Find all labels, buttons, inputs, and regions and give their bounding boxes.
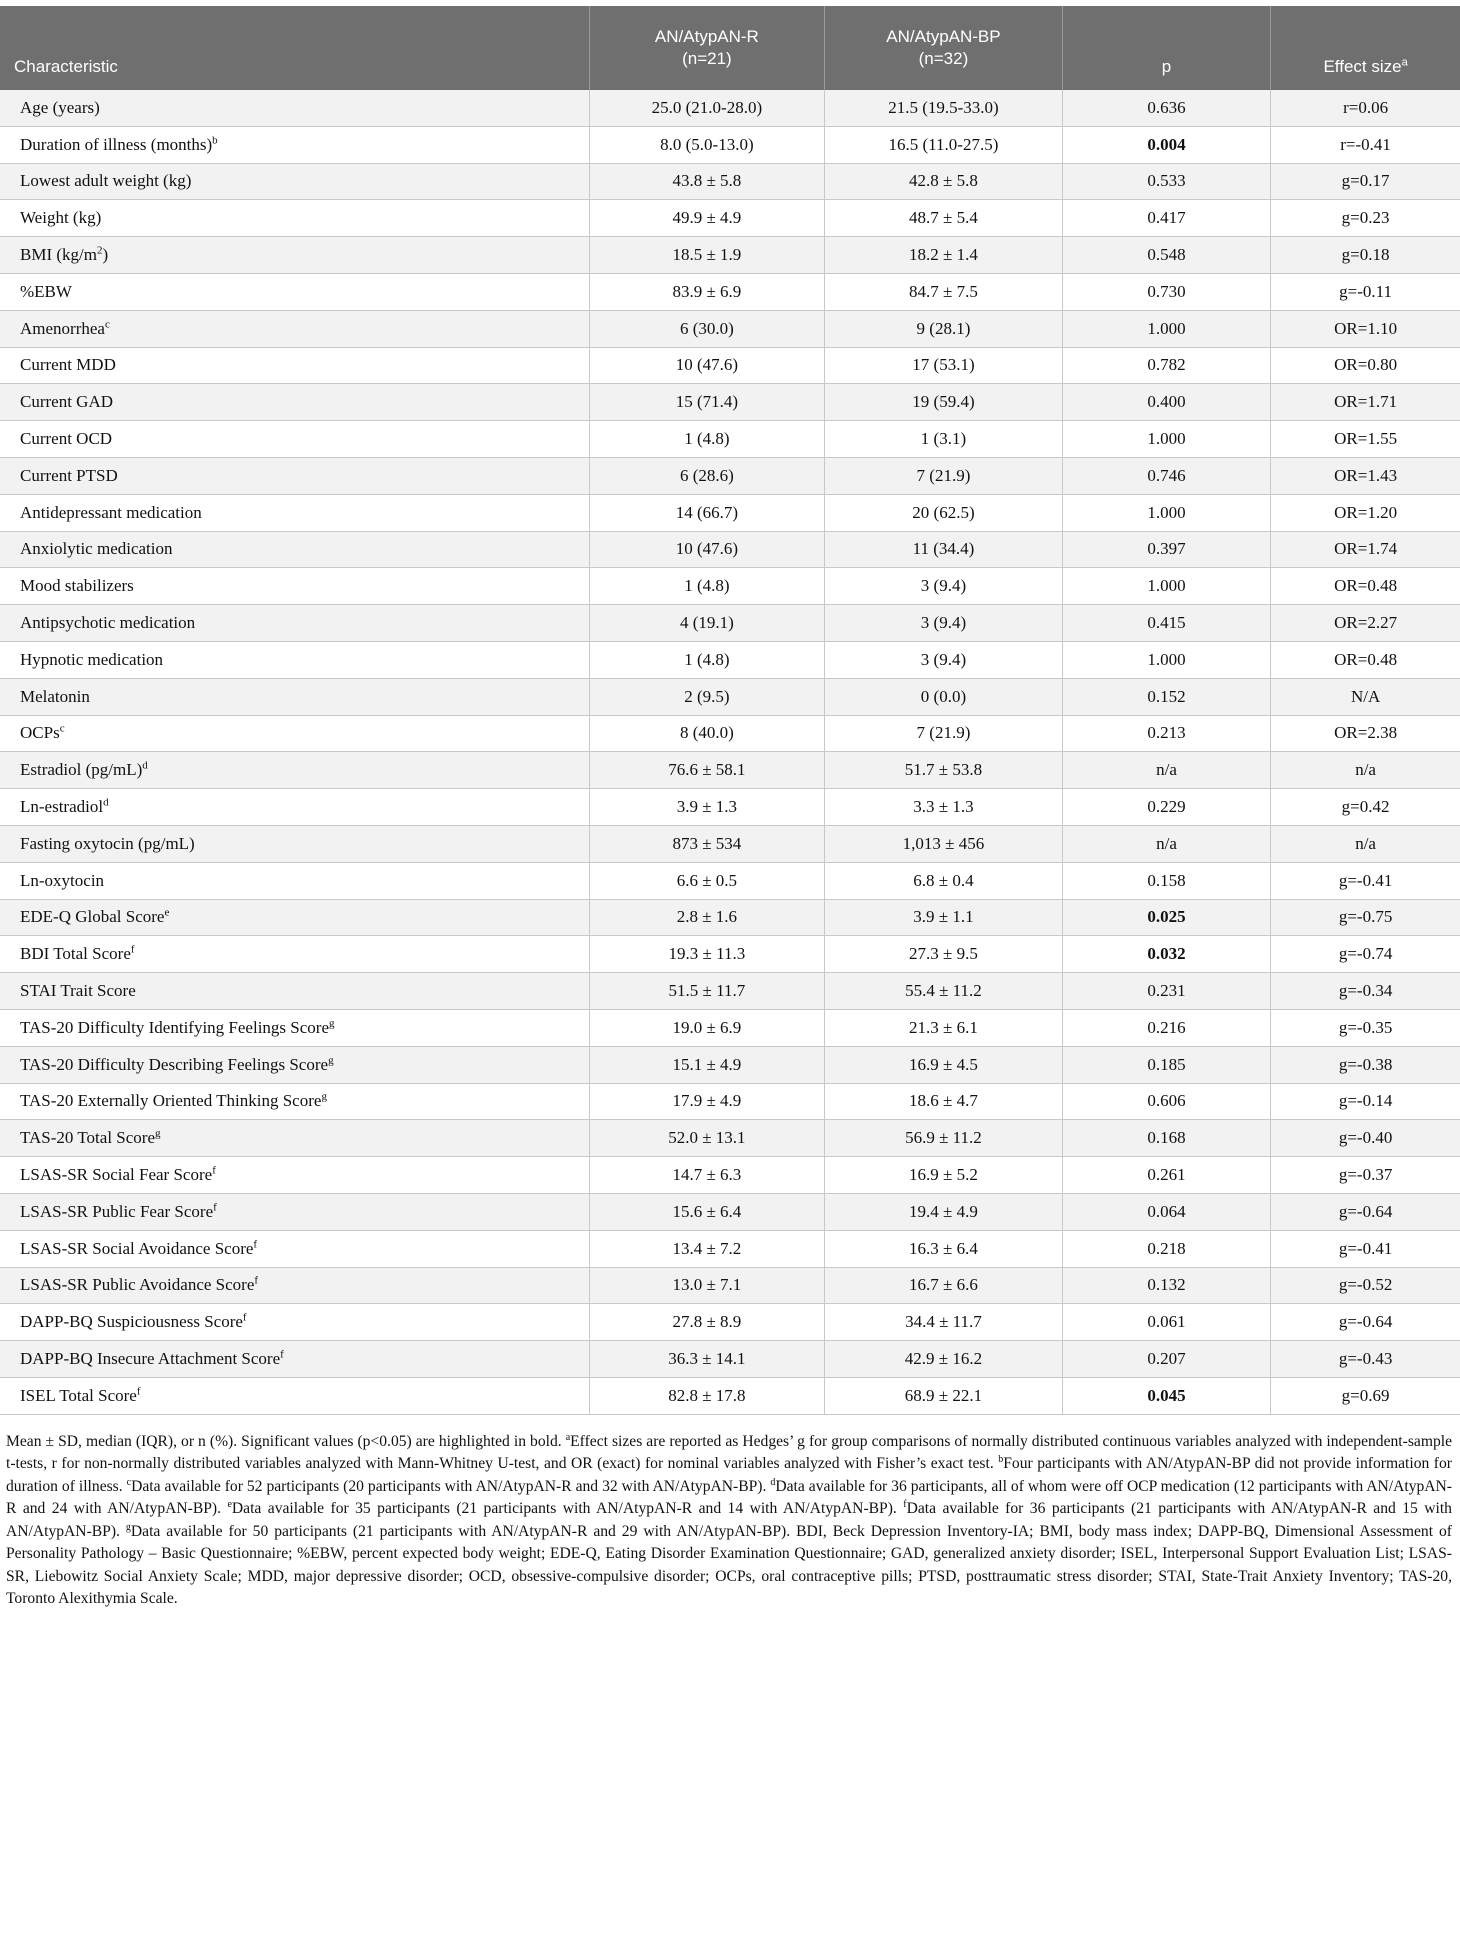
row-group2-value: 18.6 ± 4.7 [825,1083,1063,1120]
table-row [0,825,1460,862]
row-group2-value: 7 (21.9) [825,715,1063,752]
row-group1-value: 83.9 ± 6.9 [589,273,824,310]
header-group2-name: AN/AtypAN-BP [886,27,1001,46]
table-row [0,1046,1460,1083]
row-group2-value: 56.9 ± 11.2 [825,1120,1063,1157]
row-effect-size: r=-0.41 [1271,126,1460,163]
row-effect-size: g=-0.74 [1271,936,1460,973]
row-group2-value: 51.7 ± 53.8 [825,752,1063,789]
row-effect-size: g=-0.41 [1271,1230,1460,1267]
row-effect-size: N/A [1271,678,1460,715]
row-effect-size: g=0.18 [1271,237,1460,274]
row-characteristic: Anxiolytic medication [0,531,589,568]
row-p-value: 0.218 [1062,1230,1270,1267]
table-row [0,163,1460,200]
row-group2-value: 6.8 ± 0.4 [825,862,1063,899]
row-characteristic: ISEL Total Score$^f$ [0,1377,589,1414]
row-p-value: 0.261 [1062,1157,1270,1194]
row-group2-value: 16.5 (11.0-27.5) [825,126,1063,163]
row-effect-size: g=-0.35 [1271,1009,1460,1046]
footnote-text: Effect sizes are reported as Hedges’ g for group comparisons of normally distributed continuous variables analyzed with independent-sample t-tests, r for non-normally distributed variables analyzed with Mann-Whitney U-test, and OR (exact) for nominal variables analyzed with Fisher’s exact test. [6,1432,1453,1473]
row-effect-size: g=-0.37 [1271,1157,1460,1194]
row-p-value: 0.231 [1062,973,1270,1010]
footnote-text: Data available for 36 participants, all of whom were off OCP medication (12 participants with AN/AtypAN-R and 24 with AN/AtypAN-BP). [6,1477,1452,1518]
table-row [0,752,1460,789]
row-group2-value: 55.4 ± 11.2 [825,973,1063,1010]
header-group1-name: AN/AtypAN-R [654,27,759,46]
row-p-value: 0.064 [1062,1193,1270,1230]
row-effect-size: g=-0.38 [1271,1046,1460,1083]
row-characteristic: Current MDD [0,347,589,384]
footnote-text: Mean ± SD, median (IQR), or n (%). Significant values (p<0.05) are highlighted in bold. [6,1432,566,1450]
row-effect-size: OR=0.80 [1271,347,1460,384]
row-characteristic: Duration of illness (months)$^b$ [0,126,589,163]
row-p-value: 0.132 [1062,1267,1270,1304]
row-group2-value: 7 (21.9) [825,457,1063,494]
row-p-value: 0.025 [1062,899,1270,936]
table-row [0,273,1460,310]
row-characteristic: Lowest adult weight (kg) [0,163,589,200]
row-characteristic: Mood stabilizers [0,568,589,605]
row-effect-size: OR=1.55 [1271,421,1460,458]
row-group2-value: 42.8 ± 5.8 [825,163,1063,200]
row-characteristic: Melatonin [0,678,589,715]
row-group2-value: 21.3 ± 6.1 [825,1009,1063,1046]
row-characteristic: %EBW [0,273,589,310]
row-p-value: 1.000 [1062,421,1270,458]
row-group1-value: 27.8 ± 8.9 [589,1304,824,1341]
row-group1-value: 36.3 ± 14.1 [589,1341,824,1378]
row-effect-size: g=0.23 [1271,200,1460,237]
footnote-marker: g [125,1521,131,1533]
row-p-value: 0.548 [1062,237,1270,274]
table-row [0,936,1460,973]
row-group1-value: 10 (47.6) [589,531,824,568]
row-group2-value: 34.4 ± 11.7 [825,1304,1063,1341]
row-group1-value: 14.7 ± 6.3 [589,1157,824,1194]
row-p-value: 0.415 [1062,605,1270,642]
footnote-text: Data available for 36 participants (21 participants with AN/AtypAN-R and 15 with AN/AtypAN-BP). [6,1500,1452,1540]
table-row [0,237,1460,274]
row-group2-value: 27.3 ± 9.5 [825,936,1063,973]
table-row [0,1193,1460,1230]
row-effect-size: g=-0.40 [1271,1120,1460,1157]
row-p-value: 0.185 [1062,1046,1270,1083]
row-p-value: 0.400 [1062,384,1270,421]
table-row [0,715,1460,752]
row-group1-value: 25.0 (21.0-28.0) [589,90,824,126]
table-row [0,457,1460,494]
row-characteristic: LSAS-SR Social Avoidance Score$^f$ [0,1230,589,1267]
row-p-value: 0.606 [1062,1083,1270,1120]
row-group1-value: 13.0 ± 7.1 [589,1267,824,1304]
row-group1-value: 6 (30.0) [589,310,824,347]
row-characteristic: STAI Trait Score [0,973,589,1010]
row-group2-value: 84.7 ± 7.5 [825,273,1063,310]
row-group1-value: 8 (40.0) [589,715,824,752]
row-p-value: 0.782 [1062,347,1270,384]
row-characteristic: Age (years) [0,90,589,126]
row-group1-value: 17.9 ± 4.9 [589,1083,824,1120]
row-characteristic: TAS-20 Total Score$^g$ [0,1120,589,1157]
footnote-marker: c [126,1476,132,1488]
row-effect-size: OR=1.10 [1271,310,1460,347]
row-group2-value: 1 (3.1) [825,421,1063,458]
table-row [0,494,1460,531]
row-characteristic: LSAS-SR Social Fear Score$^f$ [0,1157,589,1194]
row-group1-value: 19.3 ± 11.3 [589,936,824,973]
row-p-value: 1.000 [1062,641,1270,678]
row-group2-value: 68.9 ± 22.1 [825,1377,1063,1414]
row-group2-value: 3.9 ± 1.1 [825,899,1063,936]
table-row [0,789,1460,826]
row-group1-value: 6 (28.6) [589,457,824,494]
row-group2-value: 16.7 ± 6.6 [825,1267,1063,1304]
table-row [0,531,1460,568]
row-p-value: 0.397 [1062,531,1270,568]
row-effect-size: g=0.69 [1271,1377,1460,1414]
row-characteristic: Hypnotic medication [0,641,589,678]
row-group2-value: 9 (28.1) [825,310,1063,347]
table-row [0,641,1460,678]
row-group1-value: 13.4 ± 7.2 [589,1230,824,1267]
row-characteristic: Weight (kg) [0,200,589,237]
row-group2-value: 16.3 ± 6.4 [825,1230,1063,1267]
row-characteristic: TAS-20 Difficulty Identifying Feelings Score$^g$ [0,1009,589,1046]
table-row [0,90,1460,126]
row-p-value: 0.533 [1062,163,1270,200]
footnote-text: Four participants with AN/AtypAN-BP did not provide information for duration of illness. [6,1455,1452,1495]
row-group1-value: 76.6 ± 58.1 [589,752,824,789]
row-effect-size: OR=2.38 [1271,715,1460,752]
row-group1-value: 4 (19.1) [589,605,824,642]
footnote-marker: f [903,1499,907,1510]
header-group1-n: (n=21) [682,49,732,68]
row-group2-value: 1,013 ± 456 [825,825,1063,862]
row-group2-value: 3 (9.4) [825,605,1063,642]
table-row [0,678,1460,715]
row-p-value: 0.032 [1062,936,1270,973]
row-group2-value: 3.3 ± 1.3 [825,789,1063,826]
table-row [0,973,1460,1010]
table-row [0,347,1460,384]
row-effect-size: n/a [1271,752,1460,789]
row-group1-value: 43.8 ± 5.8 [589,163,824,200]
header-group2 [825,6,1063,90]
row-p-value: 0.152 [1062,678,1270,715]
row-effect-size: OR=1.71 [1271,384,1460,421]
footnote-text: Data available for 35 participants (21 participants with AN/AtypAN-R and 14 with AN/AtypAN-BP). [231,1500,904,1518]
row-characteristic: LSAS-SR Public Fear Score$^f$ [0,1193,589,1230]
row-group2-value: 19 (59.4) [825,384,1063,421]
row-group2-value: 42.9 ± 16.2 [825,1341,1063,1378]
table-body [0,90,1460,1414]
table-row [0,1304,1460,1341]
row-effect-size: g=-0.75 [1271,899,1460,936]
row-characteristic: TAS-20 Difficulty Describing Feelings Score$^g$ [0,1046,589,1083]
row-effect-size: OR=1.43 [1271,457,1460,494]
row-p-value: 0.207 [1062,1341,1270,1378]
table-header [0,6,1460,90]
row-p-value: 1.000 [1062,310,1270,347]
row-effect-size: r=0.06 [1271,90,1460,126]
row-group2-value: 20 (62.5) [825,494,1063,531]
row-group2-value: 48.7 ± 5.4 [825,200,1063,237]
header-effect-size [1271,6,1460,90]
row-effect-size: g=-0.43 [1271,1341,1460,1378]
row-p-value: 0.004 [1062,126,1270,163]
table-row [0,899,1460,936]
row-p-value: 0.746 [1062,457,1270,494]
row-characteristic: Current OCD [0,421,589,458]
table-row [0,1377,1460,1414]
row-group1-value: 6.6 ± 0.5 [589,862,824,899]
row-characteristic: Estradiol $(pg/mL)^d$ [0,752,589,789]
footnote-marker: e [227,1499,232,1510]
row-p-value: 0.045 [1062,1377,1270,1414]
row-characteristic: DAPP-BQ Insecure Attachment Score$^f$ [0,1341,589,1378]
header-group1 [589,6,824,90]
row-effect-size: OR=1.74 [1271,531,1460,568]
row-group2-value: 17 (53.1) [825,347,1063,384]
table-row [0,310,1460,347]
table-row [0,1009,1460,1046]
table-row [0,421,1460,458]
footnote-text: Data available for 50 participants (21 participants with AN/AtypAN-R and 29 with AN/AtypAN-BP). BDI, Beck Depression Inventory-IA; BMI, body mass index; DAPP-BQ, Dimensional Assessment of Personality Pathology – Basic Questionnaire; %EBW, percent expected body weight; EDE-Q, Eating Disorder Examination Questionnaire; GAD, generalized anxiety disorder; ISEL, Interpersonal Support Evaluation List; LSAS-SR, Liebowitz Social Anxiety Scale; MDD, major depressive disorder; OCD, obsessive-compulsive disorder; OCPs, oral contraceptive pills; PTSD, posttraumatic stress disorder; STAI, State-Trait Anxiety Inventory; TAS-20, Toronto Alexithymia Scale. [6,1522,1452,1608]
row-group1-value: 14 (66.7) [589,494,824,531]
row-group2-value: 0 (0.0) [825,678,1063,715]
row-effect-size: g=-0.34 [1271,973,1460,1010]
row-group1-value: 10 (47.6) [589,347,824,384]
row-characteristic: Antidepressant medication [0,494,589,531]
row-p-value: 0.216 [1062,1009,1270,1046]
row-effect-size: g=-0.41 [1271,862,1460,899]
header-characteristic: Characteristic [0,6,589,90]
row-group1-value: 15 (71.4) [589,384,824,421]
table-row [0,384,1460,421]
row-group1-value: 3.9 ± 1.3 [589,789,824,826]
row-effect-size: g=-0.11 [1271,273,1460,310]
row-group2-value: 19.4 ± 4.9 [825,1193,1063,1230]
row-effect-size: g=-0.64 [1271,1304,1460,1341]
row-characteristic: Amenorrhea$^c$ [0,310,589,347]
row-p-value: 0.636 [1062,90,1270,126]
row-characteristic: BDI Total Score$^f$ [0,936,589,973]
row-group1-value: 15.1 ± 4.9 [589,1046,824,1083]
table-row [0,862,1460,899]
row-effect-size: g=-0.14 [1271,1083,1460,1120]
row-effect-size: OR=1.20 [1271,494,1460,531]
row-group1-value: 52.0 ± 13.1 [589,1120,824,1157]
row-group1-value: 8.0 (5.0-13.0) [589,126,824,163]
table-row [0,126,1460,163]
row-group1-value: 2.8 ± 1.6 [589,899,824,936]
row-group2-value: 11 (34.4) [825,531,1063,568]
row-p-value: 0.417 [1062,200,1270,237]
row-effect-size: g=-0.52 [1271,1267,1460,1304]
row-group1-value: 2 (9.5) [589,678,824,715]
footnote-text: Data available for 52 participants (20 participants with AN/AtypAN-R and 32 with AN/AtypAN-BP). [131,1477,771,1495]
row-group1-value: 19.0 ± 6.9 [589,1009,824,1046]
row-effect-size: OR=2.27 [1271,605,1460,642]
table-row [0,1341,1460,1378]
row-characteristic: TAS-20 Externally Oriented Thinking Score$^g$ [0,1083,589,1120]
row-group1-value: 82.8 ± 17.8 [589,1377,824,1414]
characteristics-table [0,6,1460,1415]
row-p-value: n/a [1062,825,1270,862]
table-row [0,568,1460,605]
row-effect-size: n/a [1271,825,1460,862]
table-row [0,1120,1460,1157]
header-effect-label: Effect size [1323,57,1402,76]
row-group1-value: 18.5 ± 1.9 [589,237,824,274]
table-row [0,1230,1460,1267]
row-characteristic: Fasting oxytocin (pg/mL) [0,825,589,862]
row-effect-size: g=0.17 [1271,163,1460,200]
row-group1-value: 49.9 ± 4.9 [589,200,824,237]
row-effect-size: g=-0.64 [1271,1193,1460,1230]
row-p-value: 0.730 [1062,273,1270,310]
footnote-marker: d [770,1476,776,1488]
footnote-marker: a [565,1431,571,1443]
row-characteristic: LSAS-SR Public Avoidance Score$^f$ [0,1267,589,1304]
row-p-value: 0.158 [1062,862,1270,899]
row-group2-value: 16.9 ± 4.5 [825,1046,1063,1083]
row-p-value: 0.213 [1062,715,1270,752]
row-characteristic: DAPP-BQ Suspiciousness Score$^f$ [0,1304,589,1341]
table-row [0,1083,1460,1120]
row-group1-value: 51.5 ± 11.7 [589,973,824,1010]
table-row [0,605,1460,642]
row-effect-size: OR=0.48 [1271,568,1460,605]
row-p-value: 1.000 [1062,494,1270,531]
row-group2-value: 16.9 ± 5.2 [825,1157,1063,1194]
row-characteristic: Current GAD [0,384,589,421]
row-characteristic: Current PTSD [0,457,589,494]
row-group2-value: 3 (9.4) [825,641,1063,678]
row-group1-value: 1 (4.8) [589,568,824,605]
row-group1-value: 15.6 ± 6.4 [589,1193,824,1230]
table-footnote [0,1415,1458,1611]
row-group2-value: 3 (9.4) [825,568,1063,605]
table-row [0,1157,1460,1194]
row-characteristic: EDE-Q Global Score$^e$ [0,899,589,936]
row-group1-value: 1 (4.8) [589,641,824,678]
row-group1-value: 873 ± 534 [589,825,824,862]
row-characteristic: Ln-oxytocin [0,862,589,899]
row-p-value: 0.168 [1062,1120,1270,1157]
header-p: p [1062,6,1270,90]
row-p-value: n/a [1062,752,1270,789]
row-group1-value: 1 (4.8) [589,421,824,458]
header-effect-sup: a [1401,56,1408,69]
row-characteristic: Antipsychotic medication [0,605,589,642]
row-p-value: 0.061 [1062,1304,1270,1341]
row-p-value: 1.000 [1062,568,1270,605]
table-row [0,1267,1460,1304]
row-group2-value: 21.5 (19.5-33.0) [825,90,1063,126]
row-effect-size: OR=0.48 [1271,641,1460,678]
row-p-value: 0.229 [1062,789,1270,826]
row-effect-size: g=0.42 [1271,789,1460,826]
table-container [0,6,1460,1611]
row-group2-value: 18.2 ± 1.4 [825,237,1063,274]
header-group2-n: (n=32) [918,49,969,68]
row-characteristic: Ln-estradiol$^d$ [0,789,589,826]
table-row [0,200,1460,237]
row-characteristic: BMI $(kg/m^2)$ [0,237,589,274]
footnote-marker: b [998,1454,1004,1465]
row-characteristic: OCPs$^c$ [0,715,589,752]
